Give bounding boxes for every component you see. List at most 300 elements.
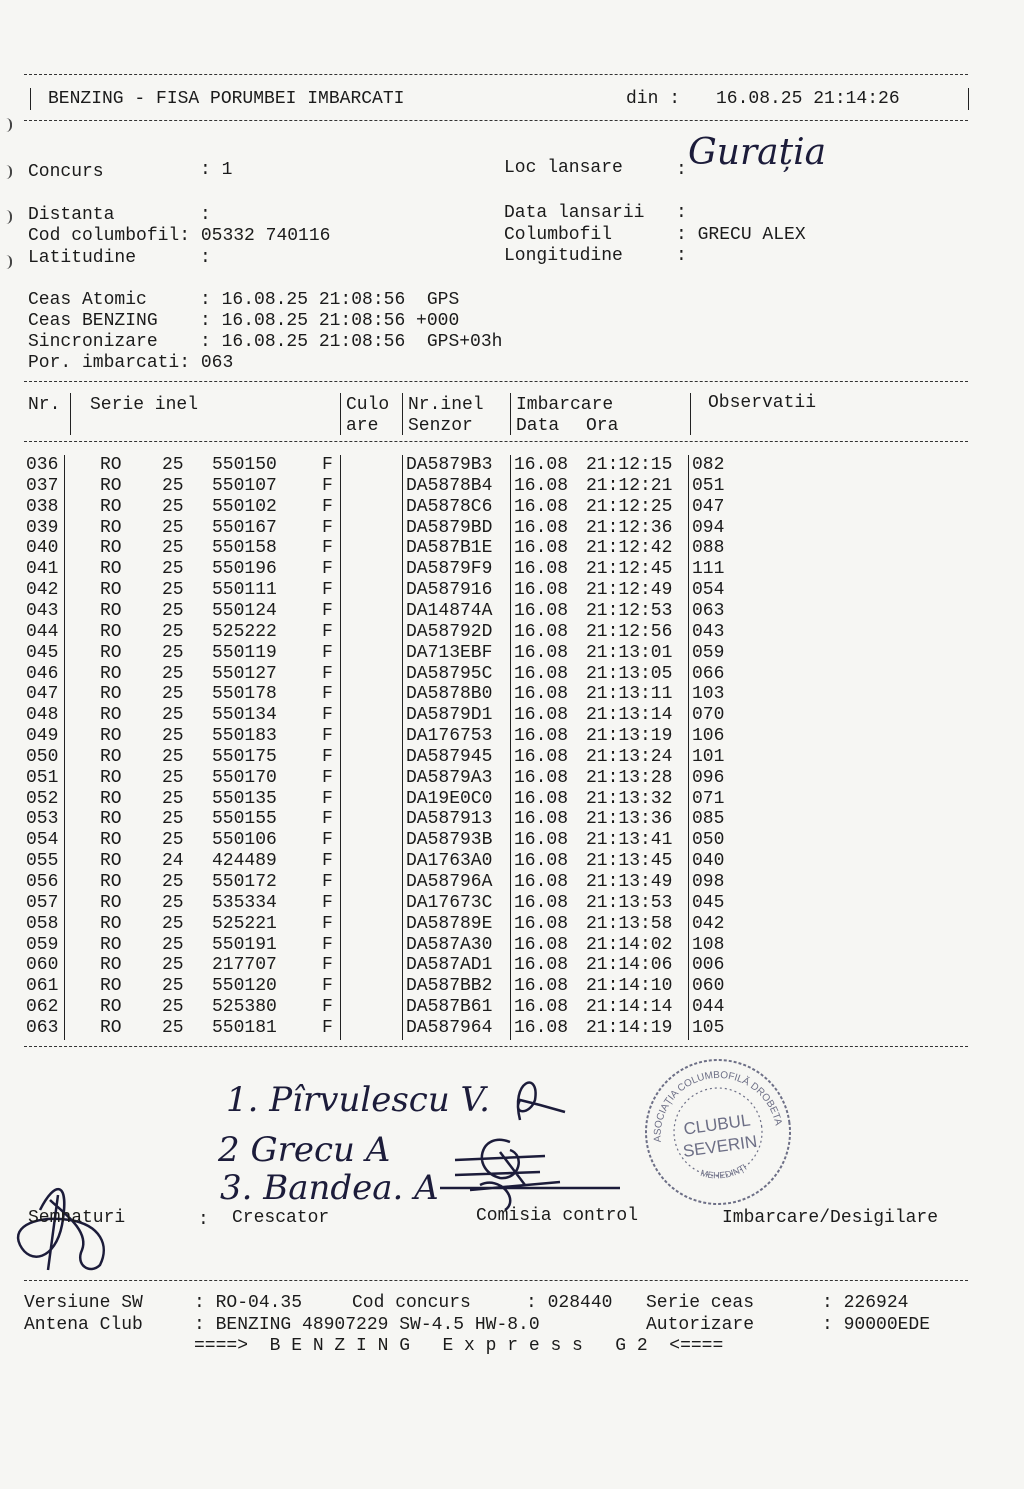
row-sex: F (322, 496, 333, 517)
row-sensor: DA58789E (406, 913, 493, 934)
col-separator (690, 393, 691, 435)
row-nr: 044 (26, 621, 59, 642)
divider (24, 1046, 968, 1047)
crescator-label: Crescator (232, 1208, 330, 1228)
row-ring-number: 550191 (212, 934, 277, 955)
row-sex: F (322, 559, 333, 580)
row-sex: F (322, 580, 333, 601)
row-sex: F (322, 767, 333, 788)
table-row (24, 935, 964, 956)
ceas-atomic-label: Ceas Atomic (28, 290, 147, 310)
stamp-line-1: CLUBUL (682, 1110, 752, 1139)
row-country: RO (100, 809, 122, 830)
antena-club-label: Antena Club (24, 1315, 143, 1335)
row-country: RO (100, 1017, 122, 1038)
row-time: 21:14:10 (586, 976, 673, 997)
row-sex: F (322, 955, 333, 976)
row-sex: F (322, 663, 333, 684)
row-ring-number: 550111 (212, 580, 277, 601)
row-observatii: 071 (692, 788, 725, 809)
row-time: 21:13:49 (586, 872, 673, 892)
columbofil-value: GRECU ALEX (697, 225, 806, 245)
din-label: din : (626, 89, 681, 109)
row-country: RO (100, 705, 122, 726)
stamp-line-2: SEVERIN (681, 1131, 759, 1161)
row-nr: 058 (26, 913, 59, 934)
benzing-express-banner: ====> B E N Z I N G E x p r e s s G 2 <==== (194, 1336, 724, 1356)
row-time: 21:13:28 (586, 767, 673, 788)
row-nr: 057 (26, 892, 59, 913)
row-nr: 052 (26, 788, 59, 809)
row-sex: F (322, 642, 333, 663)
row-year: 25 (162, 705, 184, 726)
row-observatii: 040 (692, 851, 725, 872)
row-sex: F (322, 1017, 333, 1038)
table-row (24, 580, 964, 601)
row-date: 16.08 (514, 705, 569, 726)
table-row (24, 747, 964, 768)
row-nr: 055 (26, 851, 59, 872)
table-row (24, 559, 964, 580)
row-time: 21:12:49 (586, 580, 673, 601)
row-sensor: DA5879D1 (406, 705, 493, 726)
row-time: 21:13:53 (586, 892, 673, 913)
row-ring-number: 550127 (212, 663, 277, 684)
row-year: 25 (162, 600, 184, 621)
row-ring-number: 550172 (212, 872, 277, 892)
row-time: 21:13:36 (586, 809, 673, 830)
row-ring-number: 550150 (212, 455, 277, 475)
row-date: 16.08 (514, 580, 569, 601)
row-country: RO (100, 976, 122, 997)
row-year: 25 (162, 455, 184, 475)
row-sensor: DA176753 (406, 726, 493, 747)
row-time: 21:14:14 (586, 997, 673, 1018)
row-ring-number: 550119 (212, 642, 277, 663)
document-title: BENZING - FISA PORUMBEI IMBARCATI (48, 89, 405, 109)
row-time: 21:12:36 (586, 517, 673, 538)
col-separator (70, 393, 71, 435)
row-sensor: DA19E0C0 (406, 788, 493, 809)
row-nr: 062 (26, 997, 59, 1018)
row-time: 21:14:19 (586, 1017, 673, 1038)
row-sex: F (322, 976, 333, 997)
semnaturi-colon: : (198, 1210, 209, 1230)
row-nr: 042 (26, 580, 59, 601)
row-date: 16.08 (514, 892, 569, 913)
row-date: 16.08 (514, 600, 569, 621)
row-sensor: DA587913 (406, 809, 493, 830)
sincronizare-label: Sincronizare (28, 332, 158, 352)
handwritten-signature-2: 2 Grecu A (218, 1130, 391, 1170)
por-imbarcati-value: 063 (200, 353, 234, 373)
table-row (24, 538, 964, 559)
club-stamp (640, 1054, 796, 1210)
row-sensor: DA1763A0 (406, 851, 493, 872)
table-row (24, 976, 964, 997)
row-year: 25 (162, 684, 184, 705)
divider (24, 74, 968, 75)
cod-columbofil-label: Cod columbofil (28, 226, 180, 246)
cod-columbofil-value: 05332 740116 (200, 226, 331, 246)
row-country: RO (100, 559, 122, 580)
row-year: 25 (162, 621, 184, 642)
row-year: 25 (162, 767, 184, 788)
row-sex: F (322, 684, 333, 705)
punch-hole (0, 118, 12, 132)
table-row (24, 476, 964, 497)
row-country: RO (100, 455, 122, 475)
row-observatii: 094 (692, 517, 725, 538)
row-date: 16.08 (514, 746, 569, 767)
row-sex: F (322, 809, 333, 830)
concurs-value: 1 (221, 160, 233, 180)
row-ring-number: 550181 (212, 1017, 277, 1038)
row-date: 16.08 (514, 809, 569, 830)
row-ring-number: 550106 (212, 830, 277, 851)
row-nr: 036 (26, 455, 59, 475)
row-date: 16.08 (514, 684, 569, 705)
row-ring-number: 550102 (212, 496, 277, 517)
row-observatii: 045 (692, 892, 725, 913)
cod-concurs-label: Cod concurs (352, 1293, 471, 1313)
loc-lansare-handwritten: Gurația (688, 132, 827, 173)
row-year: 25 (162, 934, 184, 955)
signature-scribbles (0, 1060, 1024, 1280)
row-nr: 051 (26, 767, 59, 788)
divider (24, 1280, 968, 1281)
row-year: 25 (162, 580, 184, 601)
row-ring-number: 550124 (212, 600, 277, 621)
versiune-sw-value: RO-04.35 (215, 1293, 303, 1313)
row-ring-number: 550175 (212, 746, 277, 767)
row-time: 21:14:06 (586, 955, 673, 976)
table-row (24, 705, 964, 726)
col-header-observatii: Observatii (708, 393, 817, 413)
row-observatii: 050 (692, 830, 725, 851)
stamp-bottom-text: MEHEDINȚI (699, 1162, 749, 1181)
row-sex: F (322, 746, 333, 767)
row-ring-number: 217707 (212, 955, 277, 976)
row-country: RO (100, 538, 122, 559)
col-separator (402, 393, 403, 435)
row-nr: 045 (26, 642, 59, 663)
row-year: 25 (162, 746, 184, 767)
header-border-right (968, 88, 969, 110)
row-sensor: DA5879BD (406, 517, 493, 538)
col-header-imbarcare: Imbarcare (516, 395, 614, 415)
row-year: 25 (162, 997, 184, 1018)
row-nr: 050 (26, 746, 59, 767)
row-sensor: DA5879A3 (406, 767, 493, 788)
row-observatii: 082 (692, 455, 725, 475)
latitudine-label: Latitudine (28, 248, 137, 268)
row-ring-number: 550120 (212, 976, 277, 997)
columbofil-label: Columbofil (504, 225, 613, 245)
autorizare-value: 90000EDE (843, 1315, 931, 1335)
row-date: 16.08 (514, 997, 569, 1018)
row-nr: 048 (26, 705, 59, 726)
din-timestamp: 16.08.25 21:14:26 (716, 89, 900, 109)
col-header-culo: Culo (346, 395, 390, 415)
row-observatii: 101 (692, 746, 725, 767)
row-country: RO (100, 642, 122, 663)
row-sensor: DA58792D (406, 621, 493, 642)
row-date: 16.08 (514, 642, 569, 663)
divider (24, 441, 968, 442)
row-sensor: DA5878C6 (406, 496, 493, 517)
row-sex: F (322, 705, 333, 726)
ceas-atomic-value: 16.08.25 21:08:56 GPS (221, 290, 460, 310)
row-date: 16.08 (514, 767, 569, 788)
table-row (24, 851, 964, 872)
col-separator (510, 393, 511, 435)
comisia-control-label: Comisia control (476, 1206, 639, 1226)
row-observatii: 066 (692, 663, 725, 684)
table-row (24, 872, 964, 893)
table-row (24, 455, 964, 476)
row-date: 16.08 (514, 517, 569, 538)
row-sensor: DA713EBF (406, 642, 493, 663)
data-lansarii-label: Data lansarii (504, 203, 645, 223)
row-ring-number: 550107 (212, 475, 277, 496)
row-year: 25 (162, 892, 184, 913)
row-time: 21:13:05 (586, 663, 673, 684)
row-observatii: 106 (692, 726, 725, 747)
row-observatii: 085 (692, 809, 725, 830)
row-observatii: 063 (692, 600, 725, 621)
row-time: 21:14:02 (586, 934, 673, 955)
row-date: 16.08 (514, 913, 569, 934)
row-time: 21:13:14 (586, 705, 673, 726)
row-sex: F (322, 830, 333, 851)
row-nr: 041 (26, 559, 59, 580)
row-time: 21:12:56 (586, 621, 673, 642)
row-year: 25 (162, 642, 184, 663)
col-header-nr-inel: Nr.inel (408, 395, 484, 415)
row-sex: F (322, 788, 333, 809)
table-row (24, 601, 964, 622)
row-time: 21:13:24 (586, 746, 673, 767)
row-time: 21:12:25 (586, 496, 673, 517)
col-separator (688, 455, 689, 1040)
row-year: 25 (162, 809, 184, 830)
row-observatii: 054 (692, 580, 725, 601)
row-year: 25 (162, 517, 184, 538)
row-observatii: 047 (692, 496, 725, 517)
semnaturi-label: Semnaturi (28, 1208, 126, 1228)
row-ring-number: 424489 (212, 851, 277, 872)
row-sensor: DA587945 (406, 746, 493, 767)
handwritten-signature-1: 1. Pîrvulescu V. (226, 1080, 490, 1120)
row-observatii: 103 (692, 684, 725, 705)
row-date: 16.08 (514, 934, 569, 955)
row-year: 25 (162, 788, 184, 809)
row-sensor: DA587916 (406, 580, 493, 601)
row-ring-number: 550135 (212, 788, 277, 809)
row-country: RO (100, 997, 122, 1018)
row-date: 16.08 (514, 475, 569, 496)
table-row (24, 726, 964, 747)
row-sex: F (322, 538, 333, 559)
table-row (24, 518, 964, 539)
row-ring-number: 550170 (212, 767, 277, 788)
row-time: 21:12:42 (586, 538, 673, 559)
row-sex: F (322, 517, 333, 538)
row-observatii: 096 (692, 767, 725, 788)
table-row (24, 830, 964, 851)
row-sex: F (322, 475, 333, 496)
row-time: 21:13:41 (586, 830, 673, 851)
row-sex: F (322, 851, 333, 872)
divider (24, 381, 968, 382)
row-country: RO (100, 913, 122, 934)
row-observatii: 098 (692, 872, 725, 892)
row-date: 16.08 (514, 872, 569, 892)
row-sex: F (322, 621, 333, 642)
row-observatii: 059 (692, 642, 725, 663)
row-sensor: DA587964 (406, 1017, 493, 1038)
row-date: 16.08 (514, 621, 569, 642)
table-row (24, 955, 964, 976)
row-sensor: DA587BB2 (406, 976, 493, 997)
col-separator (340, 455, 341, 1040)
table-row (24, 914, 964, 935)
punch-hole (0, 255, 12, 269)
row-observatii: 088 (692, 538, 725, 559)
row-observatii: 051 (692, 475, 725, 496)
row-date: 16.08 (514, 1017, 569, 1038)
row-sex: F (322, 726, 333, 747)
row-year: 25 (162, 872, 184, 892)
row-country: RO (100, 663, 122, 684)
row-ring-number: 550196 (212, 559, 277, 580)
row-ring-number: 550134 (212, 705, 277, 726)
row-date: 16.08 (514, 788, 569, 809)
row-nr: 053 (26, 809, 59, 830)
serie-ceas-value: 226924 (843, 1293, 909, 1313)
row-date: 16.08 (514, 455, 569, 475)
row-sensor: DA58796A (406, 872, 493, 892)
row-ring-number: 525380 (212, 997, 277, 1018)
row-country: RO (100, 955, 122, 976)
row-year: 25 (162, 663, 184, 684)
table-row (24, 893, 964, 914)
por-imbarcati-label: Por. imbarcati (28, 353, 180, 373)
row-observatii: 006 (692, 955, 725, 976)
col-header-senzor: Senzor (408, 416, 473, 436)
row-year: 25 (162, 913, 184, 934)
row-time: 21:13:19 (586, 726, 673, 747)
punch-hole (0, 165, 12, 179)
row-country: RO (100, 872, 122, 892)
row-nr: 061 (26, 976, 59, 997)
serie-ceas-label: Serie ceas (646, 1293, 755, 1313)
col-separator (340, 393, 341, 435)
row-observatii: 105 (692, 1017, 725, 1038)
row-year: 25 (162, 726, 184, 747)
row-ring-number: 550183 (212, 726, 277, 747)
row-country: RO (100, 767, 122, 788)
row-ring-number: 550178 (212, 684, 277, 705)
row-sensor: DA587B1E (406, 538, 493, 559)
row-time: 21:13:32 (586, 788, 673, 809)
row-time: 21:13:45 (586, 851, 673, 872)
versiune-sw-label: Versiune SW (24, 1293, 143, 1313)
row-ring-number: 535334 (212, 892, 277, 913)
row-country: RO (100, 726, 122, 747)
row-time: 21:12:53 (586, 600, 673, 621)
row-ring-number: 525222 (212, 621, 277, 642)
row-date: 16.08 (514, 559, 569, 580)
row-country: RO (100, 892, 122, 913)
row-country: RO (100, 580, 122, 601)
longitudine-label: Longitudine (504, 246, 623, 266)
row-observatii: 043 (692, 621, 725, 642)
col-header-serie: Serie inel (90, 395, 199, 415)
row-country: RO (100, 830, 122, 851)
ceas-benzing-label: Ceas BENZING (28, 311, 158, 331)
row-ring-number: 550158 (212, 538, 277, 559)
row-sex: F (322, 934, 333, 955)
antena-club-value: BENZING 48907229 SW-4.5 HW-8.0 (215, 1315, 540, 1335)
row-country: RO (100, 934, 122, 955)
row-nr: 059 (26, 934, 59, 955)
row-observatii: 044 (692, 997, 725, 1018)
table-row (24, 664, 964, 685)
sincronizare-value: 16.08.25 21:08:56 GPS+03h (221, 332, 503, 352)
row-year: 24 (162, 851, 184, 872)
row-country: RO (100, 475, 122, 496)
row-nr: 043 (26, 600, 59, 621)
ceas-benzing-value: 16.08.25 21:08:56 +000 (221, 311, 460, 331)
punch-hole (0, 210, 12, 224)
svg-text:MEHEDINȚI (698, 1161, 749, 1183)
row-observatii: 108 (692, 934, 725, 955)
row-date: 16.08 (514, 851, 569, 872)
header-border-left (30, 88, 31, 110)
row-observatii: 042 (692, 913, 725, 934)
row-year: 25 (162, 976, 184, 997)
col-header-ora: Ora (586, 416, 619, 436)
row-observatii: 060 (692, 976, 725, 997)
col-separator (64, 455, 65, 1040)
handwritten-signature-3: 3. Bandea. A (220, 1168, 439, 1208)
row-observatii: 111 (692, 559, 725, 580)
row-nr: 040 (26, 538, 59, 559)
row-country: RO (100, 684, 122, 705)
row-sensor: DA587AD1 (406, 955, 493, 976)
table-row (24, 497, 964, 518)
row-date: 16.08 (514, 663, 569, 684)
table-row (24, 789, 964, 810)
row-sex: F (322, 600, 333, 621)
row-date: 16.08 (514, 830, 569, 851)
row-year: 25 (162, 1017, 184, 1038)
row-sensor: DA587B61 (406, 997, 493, 1018)
row-country: RO (100, 621, 122, 642)
row-date: 16.08 (514, 538, 569, 559)
col-separator (510, 455, 511, 1040)
row-year: 25 (162, 559, 184, 580)
row-sensor: DA5879B3 (406, 455, 493, 475)
row-date: 16.08 (514, 496, 569, 517)
row-country: RO (100, 517, 122, 538)
row-nr: 054 (26, 830, 59, 851)
col-separator (402, 455, 403, 1040)
row-country: RO (100, 600, 122, 621)
row-ring-number: 550155 (212, 809, 277, 830)
